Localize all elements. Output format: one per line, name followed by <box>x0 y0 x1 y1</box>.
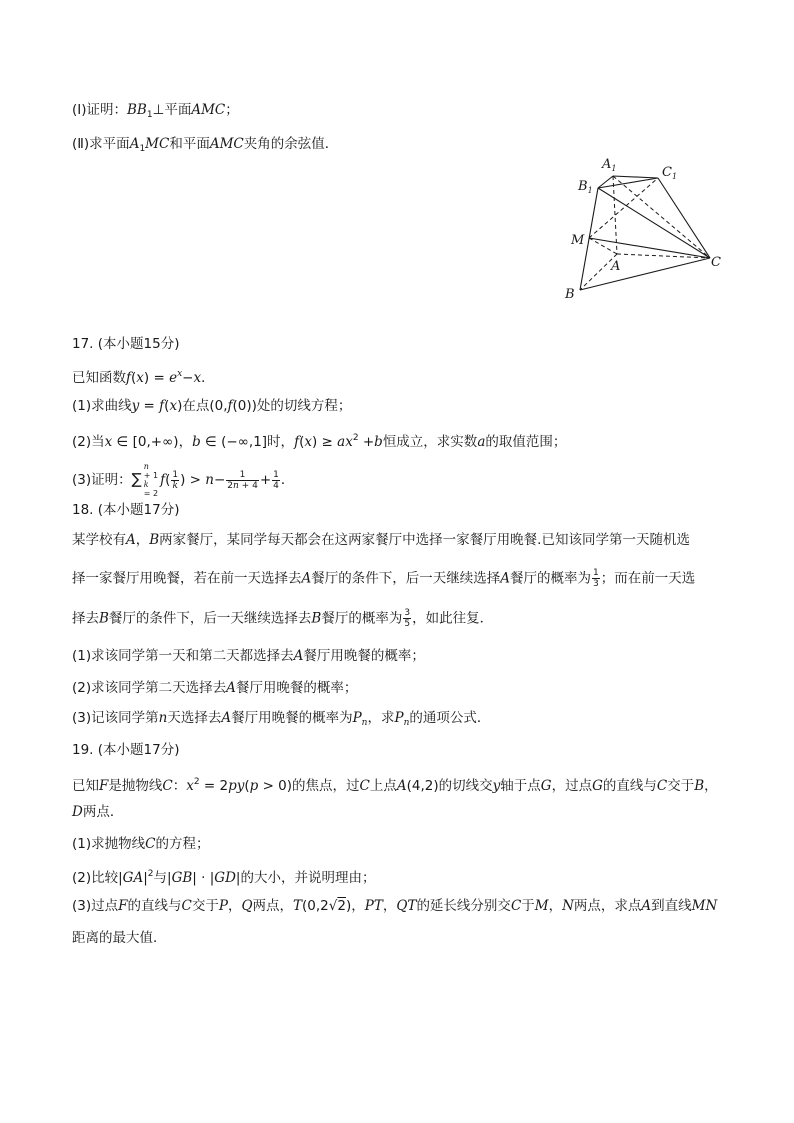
q18-part1: (1)求该同学第一天和第二天都选择去A餐厅用晚餐的概率； <box>72 648 425 664</box>
label-b1: $B_1$ <box>578 179 593 195</box>
frustum-figure <box>560 150 730 302</box>
q18-part2: (2)求该同学第二天选择去A餐厅用晚餐的概率； <box>72 680 358 696</box>
q19-part3: (3)过点F的直线与C交于P，Q两点，T(0,2√2)，PT，QT的延长线分别交C于M，N两点，求点A到直线MN <box>72 898 718 914</box>
q19-part2: (2)比较$|GA|^2$与|GB| · |GD|的大小，并说明理由； <box>72 869 376 886</box>
q18-line3: 择去B餐厅的条件下，后一天继续选择去B餐厅的概率为 $\frac{3}{5}$ ，如此往复． <box>72 608 494 629</box>
label-c: C <box>711 255 721 270</box>
label-a1: $A_1$ <box>602 157 617 173</box>
q17-part3: (3)证明：∑ n + 1 k = 2 f( $\frac{1}{k}$ ) > n− $\frac{1}{2n + 4}$ + $\frac{1}{4}$ ． <box>72 462 295 498</box>
q19-part3b: 距离的最大值． <box>72 930 167 946</box>
q19-line2: D两点． <box>72 804 124 820</box>
q17-part2: (2)当x ∈ [0,+∞)，b ∈ (−∞,1]时，$f(x) \ge ax^2 +b$恒成立，求实数a的取值范围； <box>72 433 567 450</box>
q18-part3: (3)记该同学第n天选择去A餐厅用晚餐的概率为$P_n$，求$P_n$的通项公式． <box>72 710 491 728</box>
q18-header: 18. (本小题17分) <box>72 502 180 518</box>
label-m: M <box>571 233 585 248</box>
q16-part2: (Ⅱ)求平面$A_1MC$和平面AMC夹角的余弦值． <box>72 136 339 154</box>
q19-header: 19. (本小题17分) <box>72 742 180 758</box>
label-c1: $C_1$ <box>662 165 678 181</box>
q17-header: 17. (本小题15分) <box>72 336 180 352</box>
q16-part1: (Ⅰ)证明：$BB_1\perp$平面AMC； <box>72 102 239 120</box>
q18-line1: 某学校有A，B两家餐厅，某同学每天都会在这两家餐厅中选择一家餐厅用晚餐.已知该同学第一天随机选 <box>72 532 690 548</box>
q19-part1: (1)求抛物线C的方程； <box>72 836 210 852</box>
q19-line1: 已知F是抛物线C：$x^2 = 2py(p > 0)$的焦点，过C上点A(4,2)的切线交y轴于点G，过点G的直线与C交于B， <box>72 777 718 794</box>
q18-line2: 择一家餐厅用晚餐，若在前一天选择去A餐厅的条件下，后一天继续选择A餐厅的概率为 $\frac{1}{3}$ ；而在前一天选 <box>72 568 696 589</box>
label-b: B <box>565 287 575 302</box>
label-a: A <box>611 259 621 274</box>
q17-part1: (1)求曲线y = f(x)在点(0,f(0))处的切线方程； <box>72 398 352 414</box>
q17-stem: 已知函数$f(x) = e^x-x$． <box>72 369 215 386</box>
